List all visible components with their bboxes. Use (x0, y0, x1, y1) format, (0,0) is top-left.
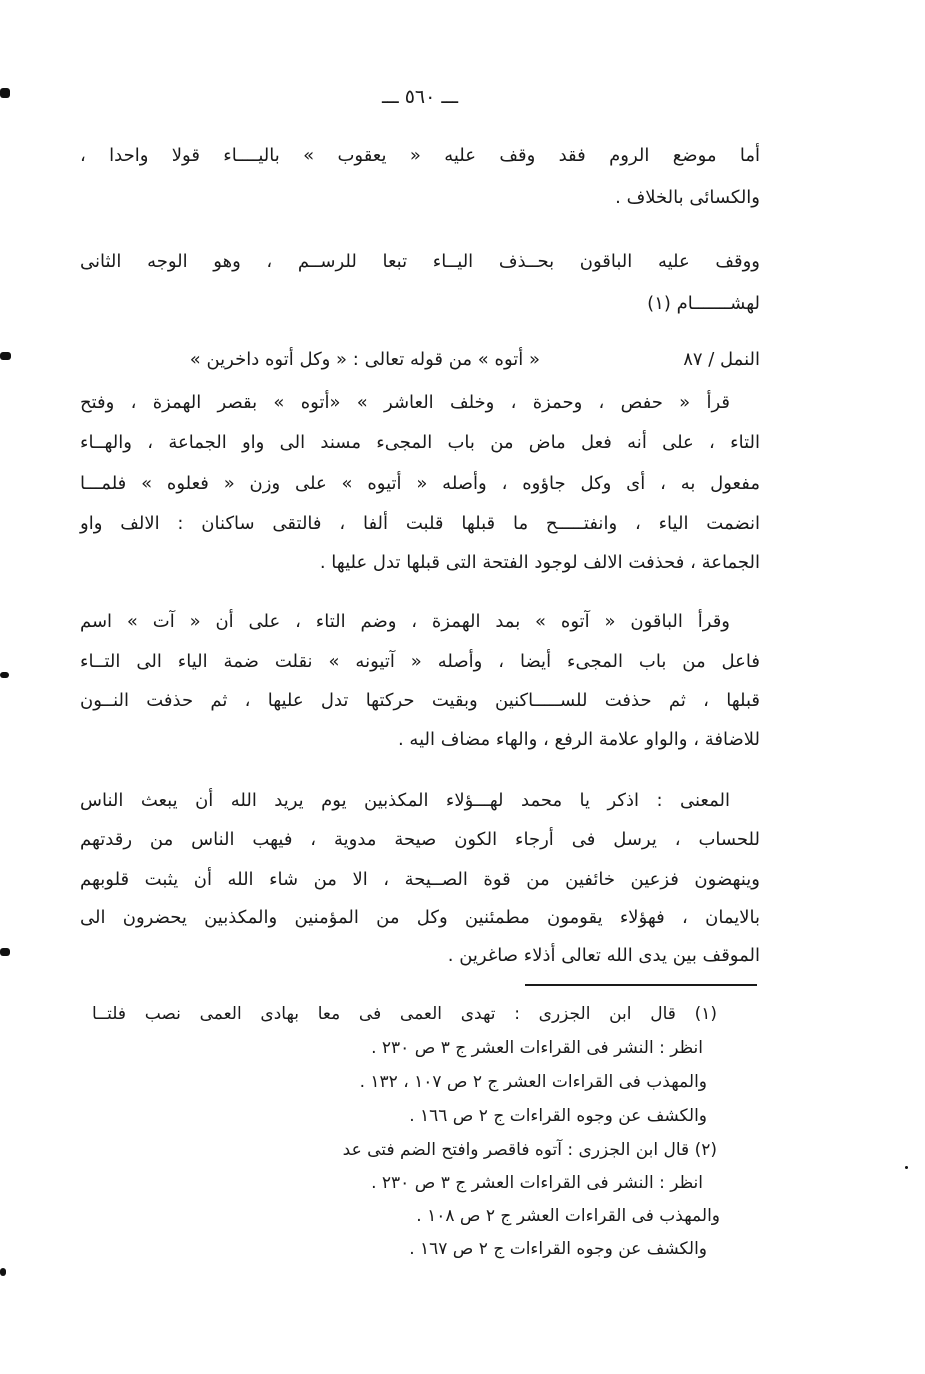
footnote-line: والمهذب فى القراءات العشر ج ٢ ص ١٠٨ . (416, 1206, 720, 1226)
footnote-line: انظر : النشر فى القراءات العشر ج ٣ ص ٢٣٠ . (371, 1173, 703, 1193)
text-line: وقرأ الباقون « آتوه » بمد الهمزة ، وضم التاء ، على أن « آت » اسم (80, 611, 730, 632)
footnote-line: والمهذب فى القراءات العشر ج ٢ ص ١٠٧ ، ١٣٢ . (359, 1072, 707, 1092)
footnote-line: (١) قال ابن الجزرى : تهدى العمى فى معا بهادى العمى نصب فلتــا (92, 1004, 717, 1024)
footnote-line: (٢) قال ابن الجزرى : آتوه فاقصر وافتح الضم فتى عد (342, 1140, 717, 1160)
footnote-separator (525, 984, 757, 986)
verse-quote: « أتوه » من قوله تعالى : « وكل أتوه داخرين » (189, 349, 540, 370)
text-line: والكسائى بالخلاف . (615, 187, 760, 208)
text-line: قبلها ، ثم حذفت للســـــاكنين وبقيت حركتها تدل عليها ، ثم حذفت النــون (80, 690, 760, 711)
text-line: المعنى : اذكر يا محمد لهـــؤلاء المكذبين يوم يريد الله أن يبعث الناس (80, 790, 730, 811)
text-line: للاضافة ، والواو علامة الرفع ، والهاء مضاف اليه . (397, 729, 760, 750)
scan-mark (0, 948, 10, 956)
text-line: بالايمان ، فهؤلاء يقومون مطمئنين وكل من المؤمنين والمكذبين يحضرون الى (80, 907, 760, 928)
text-line: ووقف عليه الباقون بحــذف اليــاء تبعا للرســم ، وهو الوجه الثانى (80, 251, 760, 272)
text-line: الجماعة ، فحذفت الالف لوجود الفتحة التى قبلها تدل عليها . (319, 552, 760, 573)
footnote-line: والكشف عن وجوه القراءات ج ٢ ص ١٦٦ . (409, 1106, 707, 1126)
text-line: التاء ، على أنه فعل ماض من باب المجىء مسند الى واو الجماعة ، والهــاء (80, 432, 760, 453)
text-line: فاعل من باب المجىء أيضا ، وأصله « آتيونه » نقلت ضمة الياء الى التــاء (80, 651, 760, 672)
verse-reference (160, 348, 760, 372)
scan-mark (0, 1268, 6, 1276)
text-line: أما موضع الروم فقد وقف عليه « يعقوب » باليــــاء قولا واحدا ، (80, 145, 760, 166)
page-number: ـــ ٥٦٠ ـــ (381, 86, 459, 108)
footnote-line: والكشف عن وجوه القراءات ج ٢ ص ١٦٧ . (409, 1239, 707, 1259)
scan-mark (905, 1166, 908, 1169)
text-line: قرأ « حفص ، وحمزة ، وخلف العاشر » «أتوه » بقصر الهمزة ، وفتح (80, 392, 730, 413)
text-line: الموقف بين يدى الله تعالى أذلاء صاغرين . (447, 945, 760, 966)
scan-mark (0, 672, 9, 678)
text-line: للحساب ، يرسل فى أرجاء الكون صيحة مدوية ، فيهب الناس من رقدتهم (80, 829, 760, 850)
text-line: وينهضون فزعين خائفين من قوة الصــيحة ، الا من شاء الله أن يثبت قلوبهم (80, 869, 760, 890)
surah-reference: النمل / ٨٧ (683, 349, 760, 370)
text-line: لهشـــــــام (١) (647, 293, 760, 314)
text-line: انضمت الياء ، وانفتـــــح ما قبلها قلبت ألفا ، فالتقى ساكنان : الالف واو (80, 513, 760, 534)
footnote-line: انظر : النشر فى القراءات العشر ج ٣ ص ٢٣٠ . (371, 1038, 703, 1058)
text-line: مفعول به ، أى وكل جاؤوه ، وأصله « أتيوه » على وزن « فعلوه » فلمـــا (80, 473, 760, 494)
scan-mark (0, 352, 11, 360)
scan-mark (0, 88, 10, 98)
